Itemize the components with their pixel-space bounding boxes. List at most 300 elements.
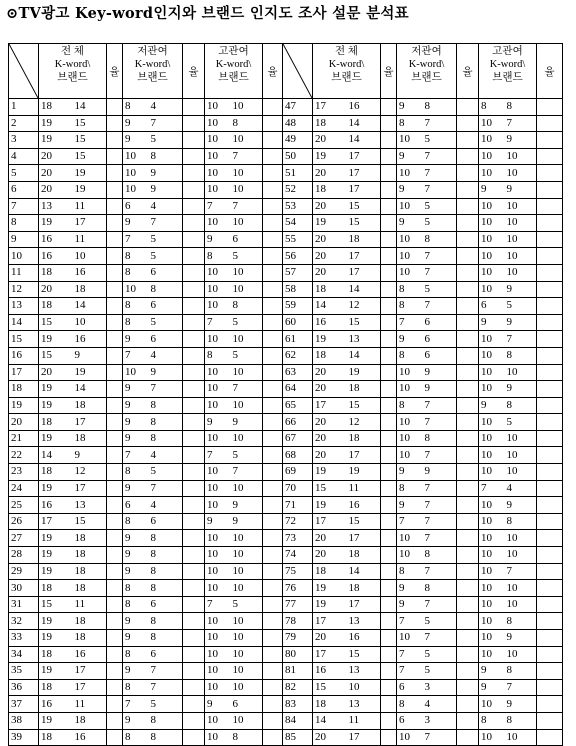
high-brand: 5 — [505, 414, 537, 431]
total-keyword: 18 — [39, 99, 73, 116]
high-brand: 8 — [505, 613, 537, 630]
total-keyword: 19 — [39, 563, 73, 580]
low-rate — [457, 630, 479, 647]
respondent-number: 47 — [283, 99, 313, 116]
high-keyword: 10 — [205, 646, 231, 663]
total-brand: 15 — [347, 198, 381, 215]
high-keyword: 10 — [479, 729, 505, 746]
high-keyword: 10 — [479, 547, 505, 564]
low-keyword: 7 — [123, 447, 149, 464]
total-rate — [381, 298, 397, 315]
table-row — [9, 264, 563, 281]
respondent-number: 54 — [283, 215, 313, 232]
high-keyword: 10 — [479, 430, 505, 447]
high-rate — [263, 729, 283, 746]
total-keyword: 16 — [39, 248, 73, 265]
low-rate — [457, 347, 479, 364]
high-brand: 10 — [505, 231, 537, 248]
group-header-low — [123, 44, 183, 99]
high-rate — [263, 414, 283, 431]
low-brand: 5 — [423, 281, 457, 298]
low-keyword: 9 — [123, 530, 149, 547]
table-row — [9, 364, 563, 381]
group-label: 고관여 — [492, 46, 523, 57]
high-keyword: 9 — [205, 696, 231, 713]
high-brand: 5 — [231, 248, 263, 265]
low-keyword: 9 — [123, 563, 149, 580]
table-row — [9, 281, 563, 298]
low-brand: 4 — [423, 696, 457, 713]
total-brand: 13 — [73, 497, 107, 514]
low-brand: 7 — [149, 663, 183, 680]
low-brand: 8 — [149, 563, 183, 580]
total-rate — [381, 165, 397, 182]
high-keyword: 10 — [479, 331, 505, 348]
high-keyword: 10 — [205, 331, 231, 348]
total-keyword: 16 — [39, 497, 73, 514]
low-brand: 7 — [149, 679, 183, 696]
group-header-low — [397, 44, 457, 99]
total-keyword: 14 — [313, 712, 347, 729]
low-rate — [457, 447, 479, 464]
respondent-number: 34 — [9, 646, 39, 663]
respondent-number: 18 — [9, 381, 39, 398]
total-brand: 17 — [347, 165, 381, 182]
group-label: 전 체 — [61, 46, 84, 57]
total-keyword: 18 — [39, 580, 73, 597]
keyword-label: K-word\ — [215, 59, 252, 70]
low-keyword: 9 — [397, 215, 423, 232]
low-rate — [457, 563, 479, 580]
low-rate — [457, 115, 479, 132]
low-keyword: 8 — [123, 264, 149, 281]
total-keyword: 20 — [313, 430, 347, 447]
respondent-number: 50 — [283, 148, 313, 165]
low-brand: 7 — [423, 165, 457, 182]
total-rate — [107, 464, 123, 481]
total-keyword: 20 — [39, 364, 73, 381]
low-rate — [457, 679, 479, 696]
table-row — [9, 613, 563, 630]
low-rate — [457, 712, 479, 729]
high-keyword: 8 — [479, 712, 505, 729]
low-keyword: 8 — [123, 513, 149, 530]
total-brand: 18 — [73, 613, 107, 630]
table-row — [9, 115, 563, 132]
total-brand: 11 — [347, 480, 381, 497]
low-rate — [457, 530, 479, 547]
total-keyword: 18 — [39, 729, 73, 746]
high-keyword: 9 — [479, 314, 505, 331]
total-rate — [381, 547, 397, 564]
total-keyword: 15 — [313, 480, 347, 497]
high-brand: 10 — [231, 613, 263, 630]
high-brand: 9 — [505, 630, 537, 647]
low-brand: 9 — [149, 181, 183, 198]
total-brand: 16 — [347, 497, 381, 514]
group-header-total — [313, 44, 381, 99]
survey-body — [9, 99, 563, 746]
low-brand: 6 — [149, 331, 183, 348]
high-keyword: 10 — [479, 497, 505, 514]
total-keyword: 15 — [39, 314, 73, 331]
high-brand: 5 — [231, 596, 263, 613]
low-rate — [183, 530, 205, 547]
high-keyword: 10 — [205, 497, 231, 514]
high-rate — [263, 696, 283, 713]
total-brand: 13 — [347, 331, 381, 348]
document-title: ⊙TV광고 Key-word인지와 브랜드 인지도 조사 설문 분석표 — [6, 5, 409, 22]
high-keyword: 10 — [479, 347, 505, 364]
high-brand: 10 — [231, 181, 263, 198]
total-keyword: 20 — [313, 447, 347, 464]
low-rate — [457, 181, 479, 198]
high-rate — [537, 630, 563, 647]
low-rate — [183, 364, 205, 381]
respondent-number: 48 — [283, 115, 313, 132]
respondent-number: 65 — [283, 397, 313, 414]
respondent-number: 7 — [9, 198, 39, 215]
total-rate — [381, 563, 397, 580]
low-brand: 5 — [149, 132, 183, 149]
low-brand: 9 — [423, 364, 457, 381]
total-brand: 18 — [73, 563, 107, 580]
low-keyword: 7 — [397, 613, 423, 630]
group-header-high — [479, 44, 537, 99]
low-brand: 8 — [423, 547, 457, 564]
total-keyword: 20 — [39, 281, 73, 298]
respondent-number: 23 — [9, 464, 39, 481]
keyword-label: K-word\ — [134, 59, 171, 70]
total-keyword: 19 — [39, 712, 73, 729]
total-brand: 17 — [347, 447, 381, 464]
high-keyword: 10 — [205, 397, 231, 414]
total-brand: 15 — [73, 513, 107, 530]
high-brand: 10 — [505, 148, 537, 165]
high-keyword: 10 — [479, 381, 505, 398]
respondent-number: 55 — [283, 231, 313, 248]
low-brand: 4 — [149, 198, 183, 215]
high-keyword: 7 — [479, 480, 505, 497]
total-brand: 16 — [347, 630, 381, 647]
high-rate — [263, 115, 283, 132]
low-rate — [457, 314, 479, 331]
high-keyword: 10 — [205, 165, 231, 182]
high-brand: 9 — [505, 132, 537, 149]
high-brand: 10 — [231, 663, 263, 680]
low-keyword: 10 — [397, 132, 423, 149]
respondent-number: 60 — [283, 314, 313, 331]
rate-header: 율 — [263, 44, 283, 99]
total-keyword: 19 — [39, 547, 73, 564]
low-brand: 8 — [149, 630, 183, 647]
total-rate — [381, 580, 397, 597]
high-keyword: 10 — [479, 447, 505, 464]
respondent-number: 26 — [9, 513, 39, 530]
low-keyword: 6 — [123, 198, 149, 215]
high-keyword: 10 — [479, 414, 505, 431]
low-brand: 8 — [149, 148, 183, 165]
high-brand: 7 — [231, 381, 263, 398]
total-keyword: 19 — [313, 580, 347, 597]
respondent-number: 36 — [9, 679, 39, 696]
respondent-number: 84 — [283, 712, 313, 729]
respondent-number: 69 — [283, 464, 313, 481]
high-brand: 10 — [231, 547, 263, 564]
low-brand: 9 — [149, 165, 183, 182]
low-brand: 8 — [149, 547, 183, 564]
group-header-high — [205, 44, 263, 99]
low-brand: 6 — [149, 298, 183, 315]
low-brand: 7 — [423, 148, 457, 165]
rate-header: 율 — [537, 44, 563, 99]
high-keyword: 10 — [479, 264, 505, 281]
total-keyword: 20 — [313, 132, 347, 149]
table-row — [9, 663, 563, 680]
low-brand: 5 — [423, 663, 457, 680]
respondent-number: 70 — [283, 480, 313, 497]
high-brand: 10 — [505, 646, 537, 663]
total-rate — [381, 347, 397, 364]
high-keyword: 10 — [205, 563, 231, 580]
total-rate — [381, 132, 397, 149]
high-keyword: 10 — [479, 248, 505, 265]
high-brand: 8 — [505, 397, 537, 414]
low-keyword: 6 — [123, 497, 149, 514]
high-brand: 10 — [231, 99, 263, 116]
high-rate — [537, 148, 563, 165]
high-brand: 9 — [505, 181, 537, 198]
high-brand: 10 — [231, 563, 263, 580]
total-keyword: 14 — [39, 447, 73, 464]
respondent-number: 80 — [283, 646, 313, 663]
high-brand: 9 — [505, 281, 537, 298]
low-rate — [457, 381, 479, 398]
total-brand: 17 — [347, 596, 381, 613]
low-rate — [183, 99, 205, 116]
total-rate — [381, 596, 397, 613]
high-brand: 10 — [505, 248, 537, 265]
high-keyword: 10 — [479, 580, 505, 597]
low-keyword: 8 — [397, 347, 423, 364]
low-brand: 5 — [149, 248, 183, 265]
total-brand: 15 — [73, 132, 107, 149]
low-keyword: 9 — [123, 215, 149, 232]
high-rate — [537, 497, 563, 514]
respondent-number: 56 — [283, 248, 313, 265]
low-rate — [183, 613, 205, 630]
total-rate — [107, 298, 123, 315]
high-rate — [537, 364, 563, 381]
high-keyword: 10 — [205, 729, 231, 746]
low-rate — [183, 132, 205, 149]
total-brand: 9 — [73, 447, 107, 464]
total-brand: 19 — [73, 364, 107, 381]
low-brand: 7 — [423, 630, 457, 647]
low-keyword: 9 — [123, 115, 149, 132]
total-rate — [381, 148, 397, 165]
low-keyword: 9 — [123, 414, 149, 431]
rate-header: 율 — [457, 44, 479, 99]
total-brand: 18 — [347, 580, 381, 597]
high-rate — [263, 281, 283, 298]
low-rate — [183, 165, 205, 182]
total-keyword: 17 — [313, 646, 347, 663]
high-rate — [537, 165, 563, 182]
brand-label: 브랜드 — [492, 72, 523, 83]
table-row — [9, 480, 563, 497]
low-rate — [457, 480, 479, 497]
low-keyword: 8 — [397, 115, 423, 132]
total-brand: 15 — [347, 215, 381, 232]
high-rate — [263, 215, 283, 232]
total-rate — [107, 331, 123, 348]
total-rate — [381, 447, 397, 464]
low-keyword: 8 — [397, 281, 423, 298]
total-rate — [381, 464, 397, 481]
low-brand: 8 — [423, 430, 457, 447]
total-rate — [107, 596, 123, 613]
low-rate — [457, 663, 479, 680]
total-brand: 18 — [73, 547, 107, 564]
high-brand: 9 — [231, 497, 263, 514]
low-rate — [457, 696, 479, 713]
low-keyword: 8 — [123, 99, 149, 116]
total-rate — [381, 646, 397, 663]
total-brand: 19 — [73, 181, 107, 198]
low-keyword: 8 — [397, 397, 423, 414]
total-rate — [381, 397, 397, 414]
total-brand: 9 — [73, 347, 107, 364]
low-keyword: 8 — [123, 646, 149, 663]
high-keyword: 10 — [205, 181, 231, 198]
high-keyword: 10 — [205, 99, 231, 116]
table-row — [9, 198, 563, 215]
high-keyword: 10 — [479, 132, 505, 149]
high-rate — [263, 148, 283, 165]
table-row — [9, 646, 563, 663]
respondent-number: 32 — [9, 613, 39, 630]
high-brand: 10 — [505, 215, 537, 232]
total-rate — [381, 513, 397, 530]
low-keyword: 9 — [397, 181, 423, 198]
diagonal-header-cell — [9, 44, 39, 99]
low-brand: 6 — [149, 646, 183, 663]
high-brand: 8 — [505, 99, 537, 116]
low-brand: 7 — [423, 480, 457, 497]
respondent-number: 20 — [9, 414, 39, 431]
total-rate — [107, 696, 123, 713]
total-keyword: 16 — [39, 231, 73, 248]
respondent-number: 67 — [283, 430, 313, 447]
low-keyword: 8 — [123, 729, 149, 746]
low-brand: 7 — [149, 480, 183, 497]
respondent-number: 57 — [283, 264, 313, 281]
high-keyword: 9 — [205, 231, 231, 248]
low-brand: 7 — [423, 497, 457, 514]
low-rate — [183, 547, 205, 564]
low-keyword: 10 — [397, 198, 423, 215]
low-brand: 7 — [423, 298, 457, 315]
high-rate — [537, 430, 563, 447]
low-rate — [183, 381, 205, 398]
total-keyword: 17 — [39, 513, 73, 530]
low-brand: 8 — [149, 580, 183, 597]
high-rate — [537, 663, 563, 680]
high-rate — [263, 663, 283, 680]
table-row — [9, 513, 563, 530]
high-keyword: 10 — [205, 364, 231, 381]
respondent-number: 8 — [9, 215, 39, 232]
total-keyword: 13 — [39, 198, 73, 215]
total-brand: 10 — [347, 679, 381, 696]
low-rate — [457, 248, 479, 265]
high-brand: 9 — [505, 381, 537, 398]
low-keyword: 10 — [397, 231, 423, 248]
low-keyword: 10 — [397, 430, 423, 447]
high-rate — [537, 298, 563, 315]
high-rate — [537, 414, 563, 431]
total-rate — [107, 513, 123, 530]
low-rate — [457, 132, 479, 149]
low-rate — [183, 215, 205, 232]
high-keyword: 7 — [205, 447, 231, 464]
respondent-number: 3 — [9, 132, 39, 149]
low-brand: 8 — [149, 530, 183, 547]
total-rate — [107, 430, 123, 447]
total-rate — [107, 630, 123, 647]
low-brand: 7 — [423, 115, 457, 132]
low-brand: 7 — [423, 447, 457, 464]
total-rate — [381, 248, 397, 265]
total-brand: 16 — [73, 264, 107, 281]
high-keyword: 10 — [479, 530, 505, 547]
high-keyword: 7 — [205, 596, 231, 613]
total-rate — [107, 215, 123, 232]
total-keyword: 18 — [39, 646, 73, 663]
low-keyword: 10 — [397, 248, 423, 265]
respondent-number: 52 — [283, 181, 313, 198]
low-keyword: 9 — [123, 381, 149, 398]
high-brand: 8 — [505, 663, 537, 680]
high-rate — [537, 181, 563, 198]
high-rate — [537, 530, 563, 547]
table-row — [9, 99, 563, 116]
total-keyword: 17 — [313, 613, 347, 630]
high-rate — [263, 712, 283, 729]
respondent-number: 5 — [9, 165, 39, 182]
high-brand: 8 — [231, 298, 263, 315]
high-keyword: 10 — [205, 148, 231, 165]
low-rate — [457, 264, 479, 281]
high-rate — [263, 198, 283, 215]
high-rate — [537, 679, 563, 696]
total-brand: 12 — [347, 414, 381, 431]
high-keyword: 10 — [479, 630, 505, 647]
high-brand: 10 — [505, 729, 537, 746]
low-keyword: 9 — [123, 663, 149, 680]
low-brand: 7 — [423, 397, 457, 414]
high-brand: 10 — [231, 430, 263, 447]
high-keyword: 10 — [479, 115, 505, 132]
high-keyword: 10 — [479, 464, 505, 481]
high-brand: 10 — [505, 580, 537, 597]
respondent-number: 28 — [9, 547, 39, 564]
high-keyword: 10 — [205, 115, 231, 132]
total-keyword: 20 — [313, 264, 347, 281]
high-brand: 10 — [505, 364, 537, 381]
respondent-number: 59 — [283, 298, 313, 315]
